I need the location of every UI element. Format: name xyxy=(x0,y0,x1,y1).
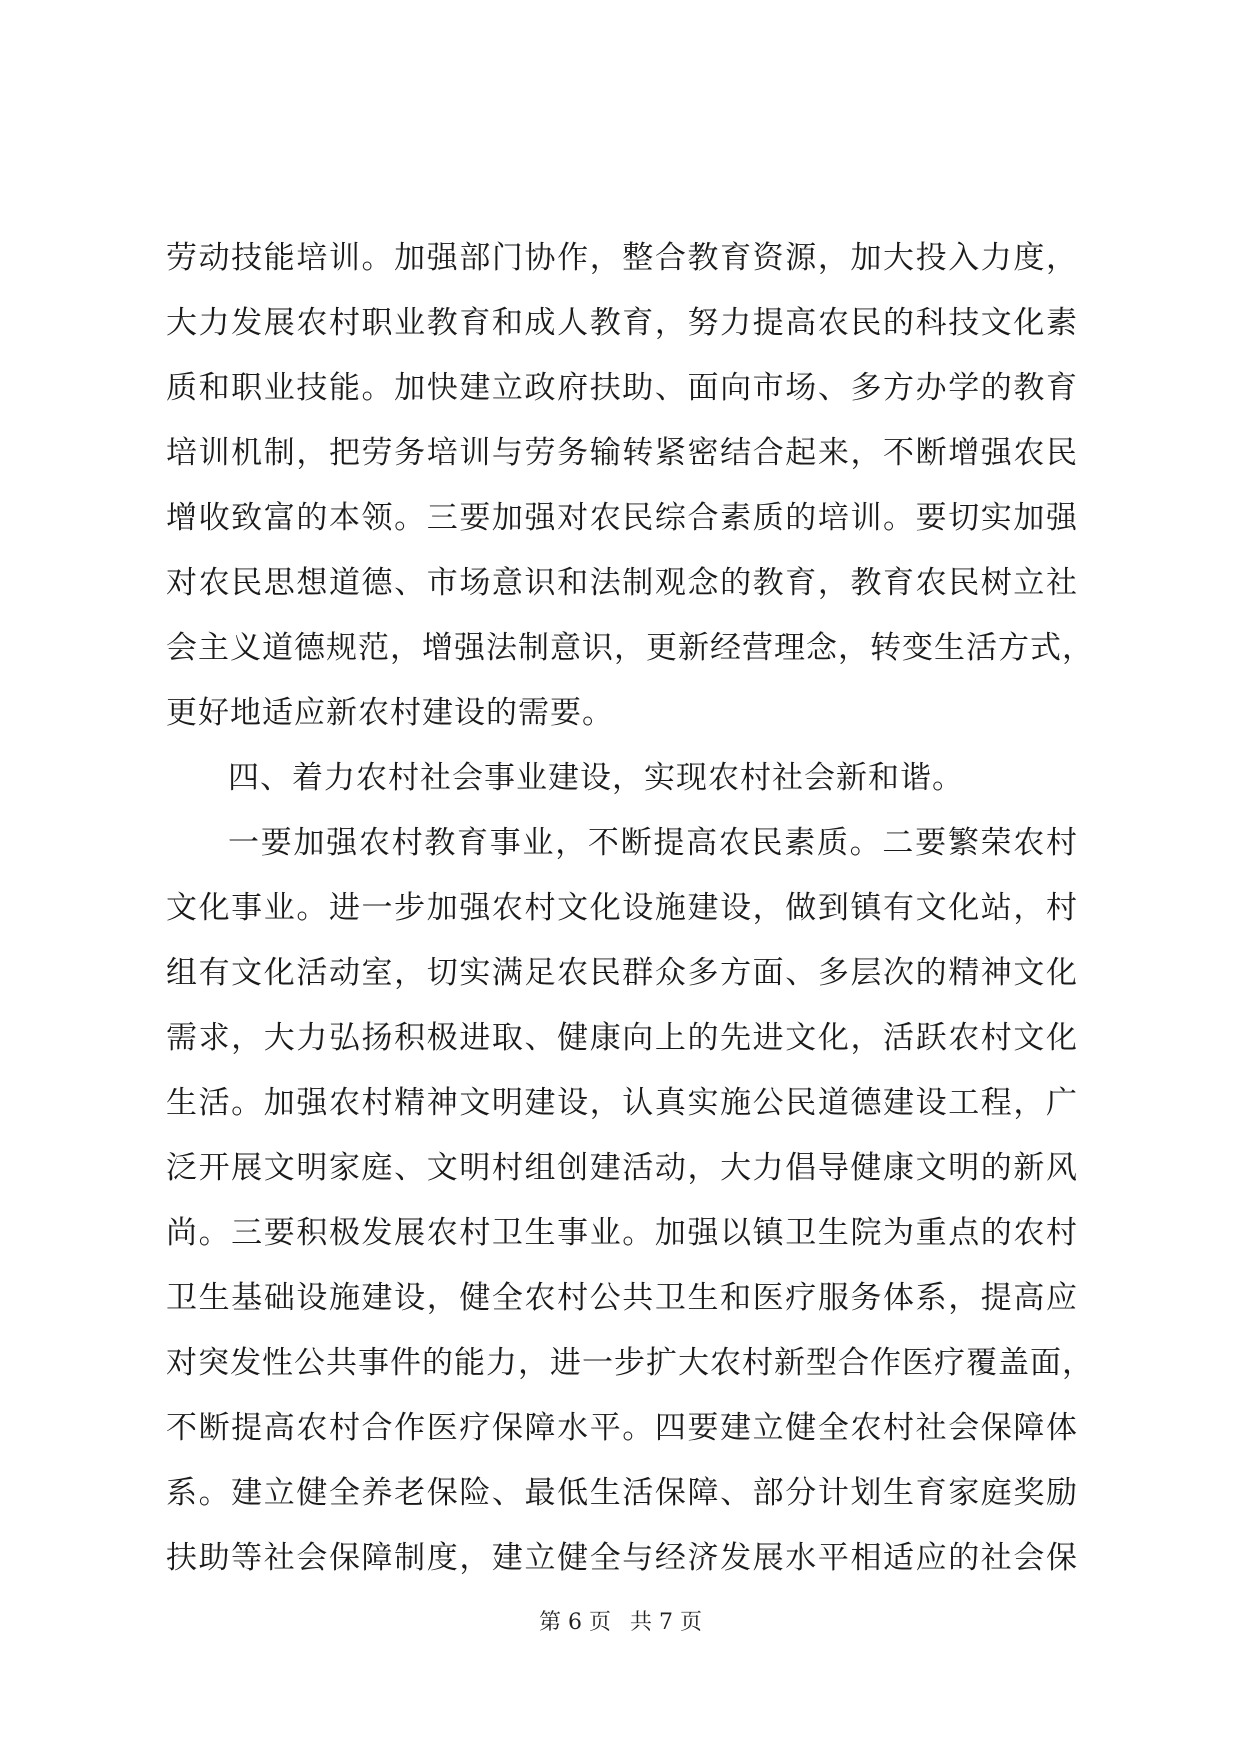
text-line: 需求，大力弘扬积极进取、健康向上的先进文化，活跃农村文化 xyxy=(166,1020,1078,1056)
text-line: 增收致富的本领。三要加强对农民综合素质的培训。要切实加强 xyxy=(166,500,1078,536)
text-line: 生活。加强农村精神文明建设，认真实施公民道德建设工程，广 xyxy=(166,1085,1078,1121)
text-line: 一要加强农村教育事业，不断提高农民素质。二要繁荣农村 xyxy=(228,825,1078,861)
text-line: 泛开展文明家庭、文明村组创建活动，大力倡导健康文明的新风 xyxy=(166,1150,1078,1186)
text-line: 劳动技能培训。加强部门协作，整合教育资源，加大投入力度， xyxy=(166,240,1078,276)
text-line: 培训机制，把劳务培训与劳务输转紧密结合起来，不断增强农民 xyxy=(166,435,1078,471)
text-line: 对农民思想道德、市场意识和法制观念的教育，教育农民树立社 xyxy=(166,565,1078,601)
body-text xyxy=(166,226,1094,1591)
text-line: 尚。三要积极发展农村卫生事业。加强以镇卫生院为重点的农村 xyxy=(166,1215,1078,1251)
text-line: 会主义道德规范，增强法制意识，更新经营理念，转变生活方式， xyxy=(166,630,1094,666)
text-line: 不断提高农村合作医疗保障水平。四要建立健全农村社会保障体 xyxy=(166,1410,1078,1446)
text-line: 卫生基础设施建设，健全农村公共卫生和医疗服务体系，提高应 xyxy=(166,1280,1078,1316)
text-line: 组有文化活动室，切实满足农民群众多方面、多层次的精神文化 xyxy=(166,955,1078,991)
total-pages: 共 7 页 xyxy=(630,1610,702,1635)
text-line: 大力发展农村职业教育和成人教育，努力提高农民的科技文化素 xyxy=(166,305,1078,341)
section-heading: 四、着力农村社会事业建设，实现农村社会新和谐。 xyxy=(228,760,964,796)
text-line: 扶助等社会保障制度，建立健全与经济发展水平相适应的社会保 xyxy=(166,1540,1078,1576)
text-line: 对突发性公共事件的能力，进一步扩大农村新型合作医疗覆盖面， xyxy=(166,1345,1094,1381)
text-line: 更好地适应新农村建设的需要。 xyxy=(166,695,614,731)
page-footer xyxy=(0,1608,1241,1638)
text-line: 系。建立健全养老保险、最低生活保障、部分计划生育家庭奖励 xyxy=(166,1475,1078,1511)
text-line: 质和职业技能。加快建立政府扶助、面向市场、多方办学的教育 xyxy=(166,370,1078,406)
text-line: 文化事业。进一步加强农村文化设施建设，做到镇有文化站，村 xyxy=(166,890,1078,926)
page-number: 第 6 页 xyxy=(539,1610,611,1635)
